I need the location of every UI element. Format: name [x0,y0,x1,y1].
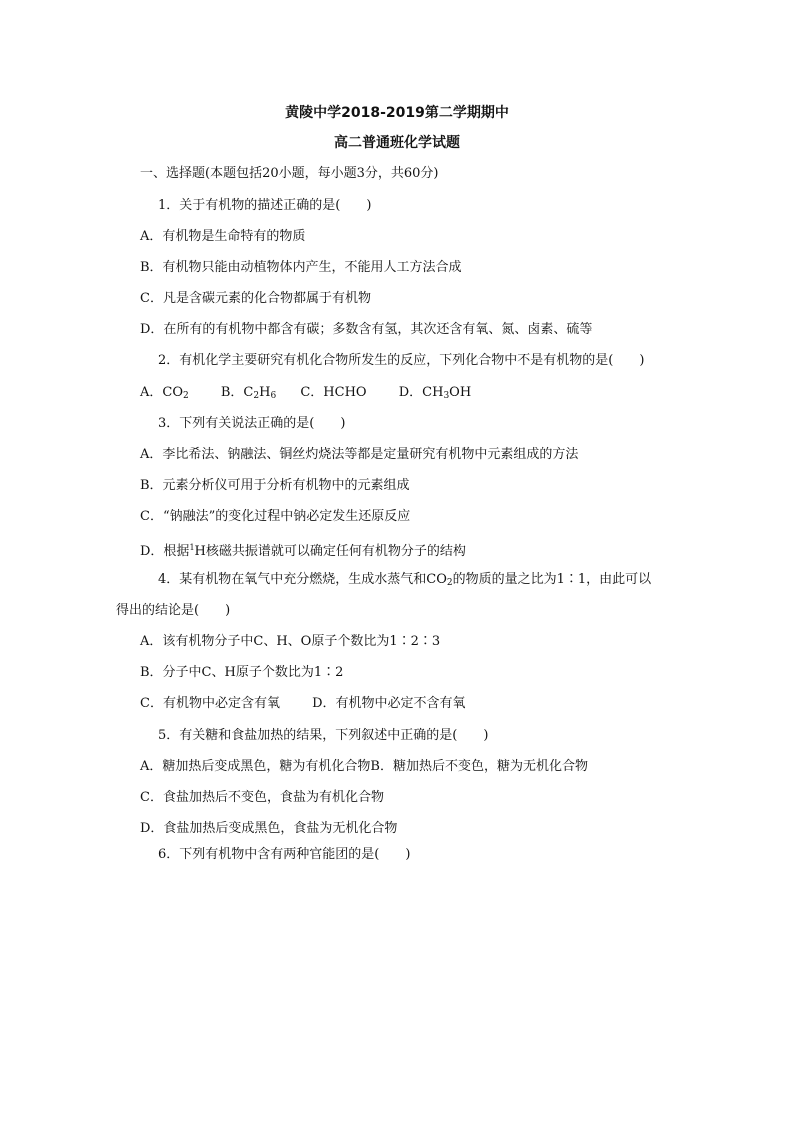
question-4-option-a: A．该有机物分子中C、H、O原子个数比为1∶2∶3 [140,634,441,649]
question-2-stem: 2．有机化学主要研究有机化合物所发生的反应，下列化合物中不是有机物的是( ) [158,353,645,368]
question-1-option-d: D．在所有的有机物中都含有碳；多数含有氢，其次还含有氧、氮、卤素、硫等 [140,322,593,337]
question-3-option-a: A．李比希法、钠融法、铜丝灼烧法等都是定量研究有机物中元素组成的方法 [140,447,579,462]
question-1-stem: 1．关于有机物的描述正确的是( ) [158,198,372,213]
question-5-options-ab [140,757,588,777]
question-2-option-c: C．HCHO [300,385,367,400]
question-5-option-b: B．糖加热后不变色，糖为无机化合物 [370,759,588,774]
question-3-option-c: C．“钠融法”的变化过程中钠必定发生还原反应 [140,509,411,524]
question-1-option-c: C．凡是含碳元素的化合物都属于有机物 [140,291,371,306]
question-4-option-b: B．分子中C、H原子个数比为1∶2 [140,665,344,680]
exam-subtitle: 高二普通班化学试题 [334,135,460,151]
question-5-option-c: C．食盐加热后不变色，食盐为有机化合物 [140,790,384,805]
question-4-option-d: D．有机物中必定不含有氧 [312,696,466,711]
question-4-stem: 4．某有机物在氧气中充分燃烧，生成水蒸气和$CO_2$的物质的量之比为1∶1，由此可以 [158,572,652,588]
question-5-stem: 5．有关糖和食盐加热的结果，下列叙述中正确的是( ) [158,728,489,743]
question-4-stem-continued: 得出的结论是( ) [116,603,231,618]
question-3-option-d: D．根据$^1$H核磁共振谱就可以确定任何有机物分子的结构 [140,543,466,559]
exam-title: 黄陵中学2018-2019第二学期期中 [285,105,509,121]
question-3-stem: 3．下列有关说法正确的是( ) [158,416,346,431]
question-5-option-d: D．食盐加热后变成黑色，食盐为无机化合物 [140,821,398,836]
question-2-option-b: B．$C_2H_6$ [220,385,277,401]
question-5-option-a: A．糖加热后变成黑色，糖为有机化合物 [140,759,371,774]
question-3-option-b: B．元素分析仪可用于分析有机物中的元素组成 [140,478,410,493]
question-1-option-a: A．有机物是生命特有的物质 [140,229,306,244]
question-2-option-a: A．$CO_2$ [140,385,189,401]
question-4-options-cd [140,694,466,714]
question-2-option-d: D．$CH_3OH$ [398,385,472,401]
question-4-option-c: C．有机物中必定含有氧 [140,696,280,711]
question-1-option-b: B．有机物只能由动植物体内产生，不能用人工方法合成 [140,260,462,275]
question-6-stem: 6．下列有机物中含有两种官能团的是( ) [158,847,411,862]
question-2-options [140,383,471,406]
section-heading: 一、选择题(本题包括20小题，每小题3分，共60分) [140,166,439,181]
